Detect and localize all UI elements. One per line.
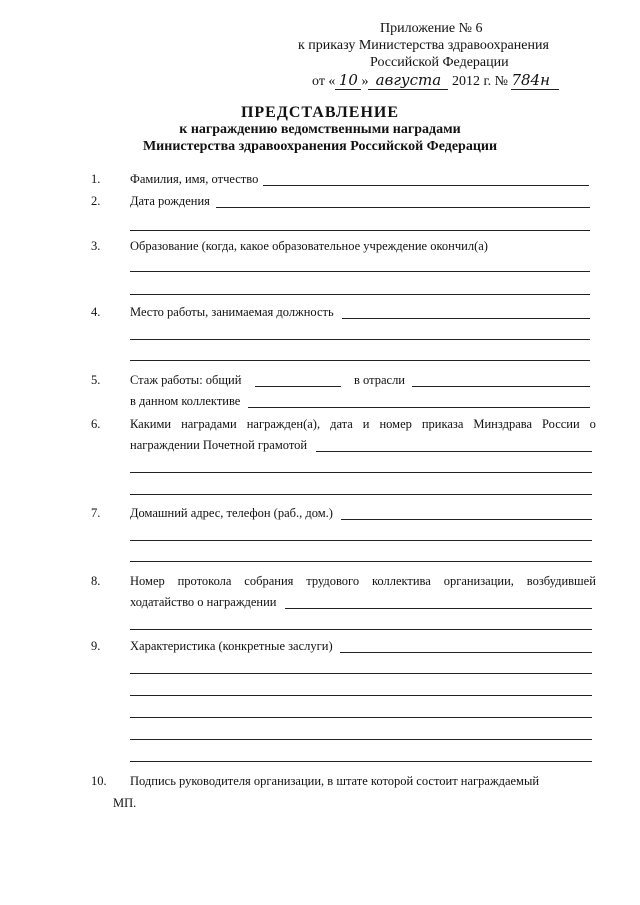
- item-8-fill-line[interactable]: [285, 608, 592, 609]
- item-6-word: и: [362, 417, 370, 431]
- date-year: 2012 г. №: [451, 74, 508, 89]
- item-9-fill-line-2[interactable]: [130, 673, 592, 674]
- item-1-number: 1.: [91, 172, 101, 186]
- item-8-word: возбудившей: [526, 574, 596, 588]
- item-1-fill-line[interactable]: [263, 185, 589, 186]
- item-4-fill-line-3[interactable]: [130, 360, 590, 361]
- item-5-label-total: Стаж работы: общий: [130, 373, 242, 387]
- item-8-label-line-1: [130, 574, 596, 589]
- item-5-number: 5.: [91, 373, 101, 387]
- item-8-fill-line-2[interactable]: [130, 629, 592, 630]
- item-6-word: номер: [379, 417, 412, 431]
- item-6-number: 6.: [91, 417, 101, 431]
- item-4-fill-line-2[interactable]: [130, 339, 590, 340]
- item-7-fill-line-3[interactable]: [130, 561, 592, 562]
- item-3-fill-line-1[interactable]: [130, 271, 590, 272]
- date-mid: »: [361, 74, 369, 89]
- title-line-3: Министерства здравоохранения Российской Федерации: [142, 139, 498, 154]
- item-9-fill-line-6[interactable]: [130, 761, 592, 762]
- item-8-word: протокола: [177, 574, 232, 588]
- item-6-fill-line-2[interactable]: [130, 472, 592, 473]
- item-7-label: Домашний адрес, телефон (раб., дом.): [130, 506, 333, 520]
- item-2-fill-line[interactable]: [216, 207, 590, 208]
- item-4-label: Место работы, занимаемая должность: [130, 305, 334, 319]
- item-5-team-line[interactable]: [248, 407, 590, 408]
- item-7-fill-line[interactable]: [341, 519, 592, 520]
- title-line-2: к награждению ведомственными наградами: [179, 122, 461, 137]
- order-reference: к приказу Министерства здравоохранения: [298, 38, 549, 53]
- item-5-total-line[interactable]: [255, 386, 341, 387]
- appendix-number: Приложение № 6: [380, 21, 483, 36]
- item-6-word: о: [589, 417, 596, 431]
- item-4-fill-line[interactable]: [342, 318, 590, 319]
- order-date-line: [312, 72, 559, 90]
- item-3-label: Образование (когда, какое образовательное учреждение окончил(а): [130, 239, 488, 253]
- item-10-number: 10.: [91, 774, 107, 788]
- item-6-label-line-2: награждении Почетной грамотой: [130, 438, 308, 452]
- order-number: 784н: [511, 72, 559, 90]
- item-2-fill-line-2[interactable]: [130, 230, 590, 231]
- item-9-label: Характеристика (конкретные заслуги): [130, 639, 333, 653]
- date-month: августа: [368, 72, 448, 90]
- item-6-label-line-1: [130, 417, 596, 432]
- item-6-word: России: [542, 417, 580, 431]
- item-6-word: приказа: [421, 417, 464, 431]
- item-10-label: Подпись руководителя организации, в штате которой состоит награждаемый: [130, 774, 540, 788]
- item-2-number: 2.: [91, 194, 101, 208]
- date-day: 10: [335, 72, 361, 90]
- item-6-word: наградами: [181, 417, 237, 431]
- item-8-word: коллектива: [371, 574, 431, 588]
- item-6-word: Какими: [130, 417, 172, 431]
- item-6-fill-line-3[interactable]: [130, 494, 592, 495]
- item-5-label-industry: в отрасли: [354, 373, 406, 387]
- item-9-fill-line-5[interactable]: [130, 739, 592, 740]
- item-8-word: трудового: [306, 574, 360, 588]
- item-6-word: дата: [330, 417, 353, 431]
- item-3-fill-line-2[interactable]: [130, 294, 590, 295]
- item-9-fill-line-4[interactable]: [130, 717, 592, 718]
- document-title: ПРЕДСТАВЛЕНИЕ: [240, 104, 400, 121]
- item-7-number: 7.: [91, 506, 101, 520]
- item-8-word: собрания: [244, 574, 294, 588]
- item-2-label: Дата рождения: [130, 194, 210, 208]
- item-5-label-team: в данном коллективе: [130, 394, 241, 408]
- item-7-fill-line-2[interactable]: [130, 540, 592, 541]
- stamp-place-mp: МП.: [113, 796, 137, 810]
- item-6-word: награжден(а),: [246, 417, 321, 431]
- item-9-fill-line[interactable]: [340, 652, 592, 653]
- item-6-word: Минздрава: [473, 417, 533, 431]
- item-9-fill-line-3[interactable]: [130, 695, 592, 696]
- item-8-number: 8.: [91, 574, 101, 588]
- federation-line: Российской Федерации: [370, 55, 509, 70]
- item-1-label: Фамилия, имя, отчество: [130, 172, 259, 186]
- item-8-label-line-2: ходатайство о награждении: [130, 595, 277, 609]
- item-8-word: организации,: [443, 574, 514, 588]
- date-prefix: от «: [312, 74, 336, 89]
- item-9-number: 9.: [91, 639, 101, 653]
- item-8-word: Номер: [130, 574, 165, 588]
- item-4-number: 4.: [91, 305, 101, 319]
- item-6-fill-line[interactable]: [316, 451, 592, 452]
- item-3-number: 3.: [91, 239, 101, 253]
- item-5-industry-line[interactable]: [412, 386, 590, 387]
